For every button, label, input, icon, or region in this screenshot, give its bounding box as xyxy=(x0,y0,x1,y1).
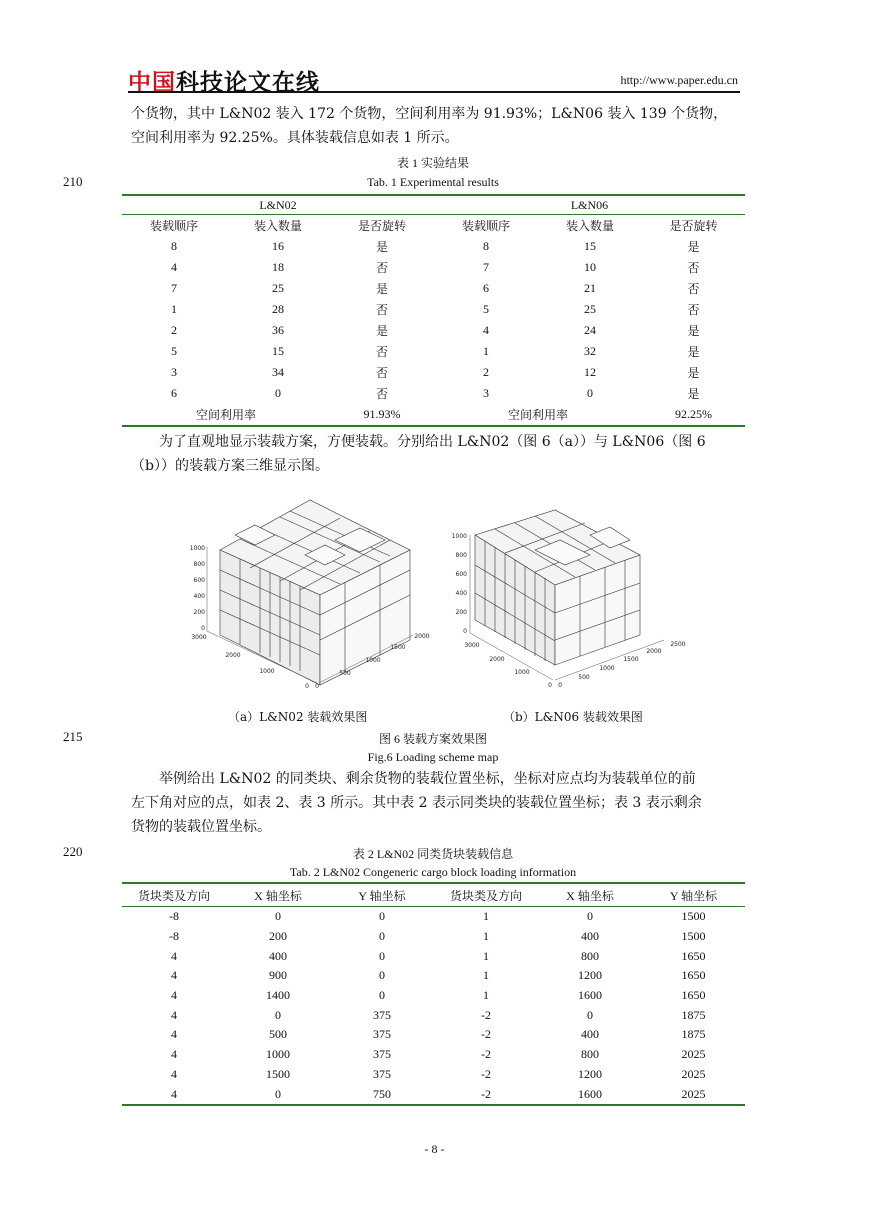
page-number: - 8 - xyxy=(424,1142,445,1156)
table-cell: 8 xyxy=(171,239,177,253)
table1-caption-en: Tab. 1 Experimental results xyxy=(367,175,499,189)
table1-caption-cn: 表 1 实验结果 xyxy=(396,156,469,170)
table-cell: 1 xyxy=(483,968,489,983)
table-congeneric-block-loading xyxy=(122,882,745,1106)
table-row xyxy=(122,1045,745,1065)
table-cell: 375 xyxy=(373,1007,391,1022)
table-row xyxy=(122,1065,745,1085)
coordinates-paragraph xyxy=(131,767,741,839)
intro-paragraph xyxy=(131,102,741,150)
x-tick-label: 3000 xyxy=(191,634,207,641)
table-cell: 是 xyxy=(375,240,388,254)
table-cell: 36 xyxy=(272,323,284,337)
table-row xyxy=(122,907,745,927)
table-cell: 1500 xyxy=(266,1066,290,1081)
table-cell: 0 xyxy=(379,968,385,983)
x-tick-label: 1000 xyxy=(259,668,275,675)
table-cell: 1 xyxy=(483,929,489,944)
table-row xyxy=(122,1005,745,1025)
y-tick-label: 0 xyxy=(558,682,562,689)
table-cell: 28 xyxy=(272,302,284,316)
column-header: 装入数量 xyxy=(226,215,330,237)
table-cell: 5 xyxy=(171,344,177,358)
para2-line-2: （b））的装载方案三维显示图。 xyxy=(131,458,329,474)
table-cell: 否 xyxy=(375,261,388,275)
table-cell: 1650 xyxy=(681,948,706,963)
table-cell: 0 xyxy=(379,948,385,963)
table-row xyxy=(122,383,745,404)
table-cell: 4 xyxy=(171,1066,177,1081)
z-tick-label: 200 xyxy=(455,609,467,616)
table-cell: 4 xyxy=(171,260,177,274)
group-label-ln02: L&N02 xyxy=(259,197,297,212)
table-row xyxy=(122,927,745,947)
table-cell: 5 xyxy=(483,302,489,316)
table-cell: 4 xyxy=(171,948,177,963)
table-cell: -2 xyxy=(481,1027,491,1042)
figure-6-caption-cn: 图 6 装载方案效果图 xyxy=(378,732,487,746)
table-cell: 0 xyxy=(379,929,385,944)
z-axis-b xyxy=(452,533,470,635)
x-tick-label: 0 xyxy=(305,683,309,690)
table2-caption-en: Tab. 2 L&N02 Congeneric cargo block loading information xyxy=(289,865,577,879)
figure-6b-loading-plot xyxy=(450,495,700,695)
table-cell: 1500 xyxy=(681,929,706,944)
table-cell: 375 xyxy=(373,1066,391,1081)
table-cell: 4 xyxy=(171,1027,177,1042)
table-cell: 375 xyxy=(373,1027,391,1042)
table-cell: 15 xyxy=(272,344,284,358)
column-header: 装入数量 xyxy=(538,215,642,237)
intro-line-1: 个货物，其中 L&N02 装入 172 个货物，空间利用率为 91.93%；L&N06 装入 139 个货物， xyxy=(131,106,728,122)
table-cell: 3 xyxy=(483,386,489,400)
table-cell: 1000 xyxy=(266,1047,290,1062)
y-tick-label: 500 xyxy=(578,674,590,681)
z-tick-label: 1000 xyxy=(189,545,205,552)
table-cell: 是 xyxy=(375,324,388,338)
table-cell: 900 xyxy=(269,968,287,983)
table-cell: 1650 xyxy=(681,988,706,1003)
table-cell: 18 xyxy=(272,260,284,274)
x-tick-label: 1000 xyxy=(514,669,530,676)
table-cell: 0 xyxy=(275,1086,281,1101)
z-tick-label: 0 xyxy=(201,625,205,632)
z-tick-label: 200 xyxy=(193,609,205,616)
table-row xyxy=(122,1084,745,1105)
z-tick-label: 800 xyxy=(193,561,205,568)
figure-6a-loading-plot xyxy=(185,495,435,695)
table-cell: 否 xyxy=(375,345,388,359)
table-cell: 800 xyxy=(581,948,599,963)
table-cell: 否 xyxy=(687,261,700,275)
table-cell: 500 xyxy=(269,1027,287,1042)
table-cell: 1 xyxy=(483,948,489,963)
y-tick-label: 2000 xyxy=(414,633,430,640)
table-cell: 1 xyxy=(483,909,489,924)
table-cell: 24 xyxy=(584,323,596,337)
y-tick-label: 1500 xyxy=(390,644,406,651)
table-cell: 6 xyxy=(483,281,489,295)
table-cell: 4 xyxy=(171,1086,177,1101)
table-cell: 25 xyxy=(584,302,596,316)
figure-intro-paragraph xyxy=(131,430,741,478)
table-cell: 15 xyxy=(584,239,596,253)
table-cell: 0 xyxy=(275,909,281,924)
table-cell: 否 xyxy=(375,387,388,401)
table-cell: 1500 xyxy=(681,909,706,924)
table-cell: 200 xyxy=(269,929,287,944)
utilization-value-ln06: 92.25% xyxy=(675,407,712,421)
table-cell: 400 xyxy=(581,1027,599,1042)
table-cell: -2 xyxy=(481,1066,491,1081)
figure-6-caption-en: Fig.6 Loading scheme map xyxy=(367,750,499,764)
table-cell: 4 xyxy=(171,1047,177,1062)
x-tick-label: 3000 xyxy=(464,642,480,649)
table-row xyxy=(122,341,745,362)
table-experimental-results xyxy=(122,194,745,427)
utilization-label-ln02: 空间利用率 xyxy=(195,408,256,422)
table-row xyxy=(122,299,745,320)
column-header: Y 轴坐标 xyxy=(642,883,745,907)
table-cell: 400 xyxy=(269,948,287,963)
table-row xyxy=(122,320,745,341)
table-cell: 4 xyxy=(171,1007,177,1022)
para3-line-3: 货物的装载位置坐标。 xyxy=(131,819,271,835)
table-cell: 10 xyxy=(584,260,596,274)
table-cell: 400 xyxy=(581,929,599,944)
table-cell: 6 xyxy=(171,386,177,400)
z-tick-label: 400 xyxy=(193,593,205,600)
z-tick-label: 1000 xyxy=(451,533,467,540)
intro-line-2: 空间利用率为 92.25%。具体装载信息如表 1 所示。 xyxy=(131,130,459,146)
table-cell: 1600 xyxy=(578,988,602,1003)
table-cell: 21 xyxy=(584,281,596,295)
column-header: 货块类及方向 xyxy=(122,883,226,907)
z-tick-label: 400 xyxy=(455,590,467,597)
table-cell: 1650 xyxy=(681,968,706,983)
y-tick-label: 1500 xyxy=(623,656,639,663)
table-row xyxy=(122,278,745,299)
figure-6b-caption: （b）L&N06 装载效果图 xyxy=(503,710,643,724)
table-cell: 1 xyxy=(483,988,489,1003)
table-cell: 否 xyxy=(687,282,700,296)
table-cell: 是 xyxy=(687,345,700,359)
table-row xyxy=(122,1025,745,1045)
figure-6a-caption: （a）L&N02 装载效果图 xyxy=(228,710,368,724)
table-cell: 2025 xyxy=(681,1086,706,1101)
table-cell: 375 xyxy=(373,1047,391,1062)
para3-line-1: 举例给出 L&N02 的同类块、剩余货物的装载位置坐标，坐标对应点均为装载单位的前 xyxy=(159,771,696,787)
table-cell: 800 xyxy=(581,1047,599,1062)
y-tick-label: 1000 xyxy=(599,665,615,672)
cargo-boxes-b xyxy=(475,510,640,665)
z-tick-label: 0 xyxy=(463,628,467,635)
table-cell: 0 xyxy=(587,386,593,400)
table-row xyxy=(122,966,745,986)
z-tick-label: 600 xyxy=(455,571,467,578)
para3-line-2: 左下角对应的点，如表 2、表 3 所示。其中表 2 表示同类块的装载位置坐标；表 3 表示剩余 xyxy=(131,795,702,811)
table2-caption-cn: 表 2 L&N02 同类货块装载信息 xyxy=(352,847,514,861)
x-tick-label: 2000 xyxy=(489,656,505,663)
logo-black-text: 科技论文在线 xyxy=(176,70,320,96)
table-cell: 是 xyxy=(687,324,700,338)
column-header: 装载顺序 xyxy=(122,215,226,237)
table-cell: 0 xyxy=(275,1007,281,1022)
line-number-210: 210 xyxy=(63,174,83,189)
line-number-215: 215 xyxy=(63,729,83,744)
table-cell: 2025 xyxy=(681,1047,706,1062)
table-cell: 1 xyxy=(171,302,177,316)
table-cell: -8 xyxy=(169,909,179,924)
table-cell: 7 xyxy=(483,260,489,274)
para2-line-1: 为了直观地显示装载方案，方便装载。分别给出 L&N02（图 6（a））与 L&N06（图 6 xyxy=(159,434,706,450)
header-rule xyxy=(128,91,740,93)
x-tick-label: 0 xyxy=(548,682,552,689)
table-cell: 是 xyxy=(375,282,388,296)
cargo-boxes-a xyxy=(220,500,410,685)
z-tick-label: 800 xyxy=(455,552,467,559)
table-cell: 0 xyxy=(275,386,281,400)
column-header: 是否旋转 xyxy=(330,215,434,237)
table-cell: -2 xyxy=(481,1086,491,1101)
table-cell: 4 xyxy=(483,323,489,337)
table-row xyxy=(122,986,745,1006)
table-cell: 1600 xyxy=(578,1086,602,1101)
table-cell: 2 xyxy=(171,323,177,337)
y-tick-label: 2500 xyxy=(670,641,686,648)
table-cell: 750 xyxy=(373,1086,391,1101)
table-cell: 25 xyxy=(272,281,284,295)
table-cell: -2 xyxy=(481,1047,491,1062)
column-header: X 轴坐标 xyxy=(538,883,642,907)
column-header: Y 轴坐标 xyxy=(330,883,434,907)
y-tick-label: 2000 xyxy=(646,648,662,655)
table-cell: 1200 xyxy=(578,968,602,983)
table-row xyxy=(122,236,745,257)
column-header: 装载顺序 xyxy=(434,215,538,237)
table-cell: 3 xyxy=(171,365,177,379)
table-cell: 1200 xyxy=(578,1066,602,1081)
table-cell: 是 xyxy=(687,387,700,401)
table-cell: 12 xyxy=(584,365,596,379)
table-cell: 4 xyxy=(171,968,177,983)
logo-red-text: 中国 xyxy=(128,70,176,96)
table-row xyxy=(122,946,745,966)
header-url[interactable]: http://www.paper.edu.cn xyxy=(620,73,738,87)
table-cell: 32 xyxy=(584,344,596,358)
table-cell: 1400 xyxy=(266,988,290,1003)
table-cell: 0 xyxy=(587,1007,593,1022)
table-cell: 否 xyxy=(687,303,700,317)
table-row xyxy=(122,362,745,383)
table-cell: 否 xyxy=(375,366,388,380)
column-header: 货块类及方向 xyxy=(434,883,538,907)
table-cell: 8 xyxy=(483,239,489,253)
table-cell: 1875 xyxy=(681,1007,706,1022)
column-header: 是否旋转 xyxy=(642,215,745,237)
y-tick-label: 1000 xyxy=(365,657,381,664)
z-axis-a xyxy=(190,545,207,632)
group-label-ln06: L&N06 xyxy=(570,197,609,212)
x-tick-label: 2000 xyxy=(225,652,241,659)
table-cell: 是 xyxy=(687,366,700,380)
table-cell: 1 xyxy=(483,344,489,358)
table-cell: 1875 xyxy=(681,1027,706,1042)
table-cell: 34 xyxy=(272,365,284,379)
table-cell: 2 xyxy=(483,365,489,379)
y-tick-label: 0 xyxy=(315,683,319,690)
utilization-value-ln02: 91.93% xyxy=(363,407,401,421)
table-cell: 是 xyxy=(687,240,700,254)
y-tick-label: 500 xyxy=(339,670,351,677)
table-cell: -2 xyxy=(481,1007,491,1022)
table-cell: 0 xyxy=(379,909,385,924)
table-cell: 4 xyxy=(171,988,177,1003)
table-cell: 2025 xyxy=(681,1066,706,1081)
column-header: X 轴坐标 xyxy=(226,883,330,907)
table-cell: -8 xyxy=(169,929,179,944)
line-number-220: 220 xyxy=(63,844,83,859)
table-cell: 0 xyxy=(379,988,385,1003)
table-cell: 16 xyxy=(272,239,284,253)
table-row xyxy=(122,257,745,278)
z-tick-label: 600 xyxy=(193,577,205,584)
table-cell: 7 xyxy=(171,281,177,295)
table-cell: 0 xyxy=(587,909,593,924)
table-cell: 否 xyxy=(375,303,388,317)
utilization-label-ln06: 空间利用率 xyxy=(507,408,568,422)
